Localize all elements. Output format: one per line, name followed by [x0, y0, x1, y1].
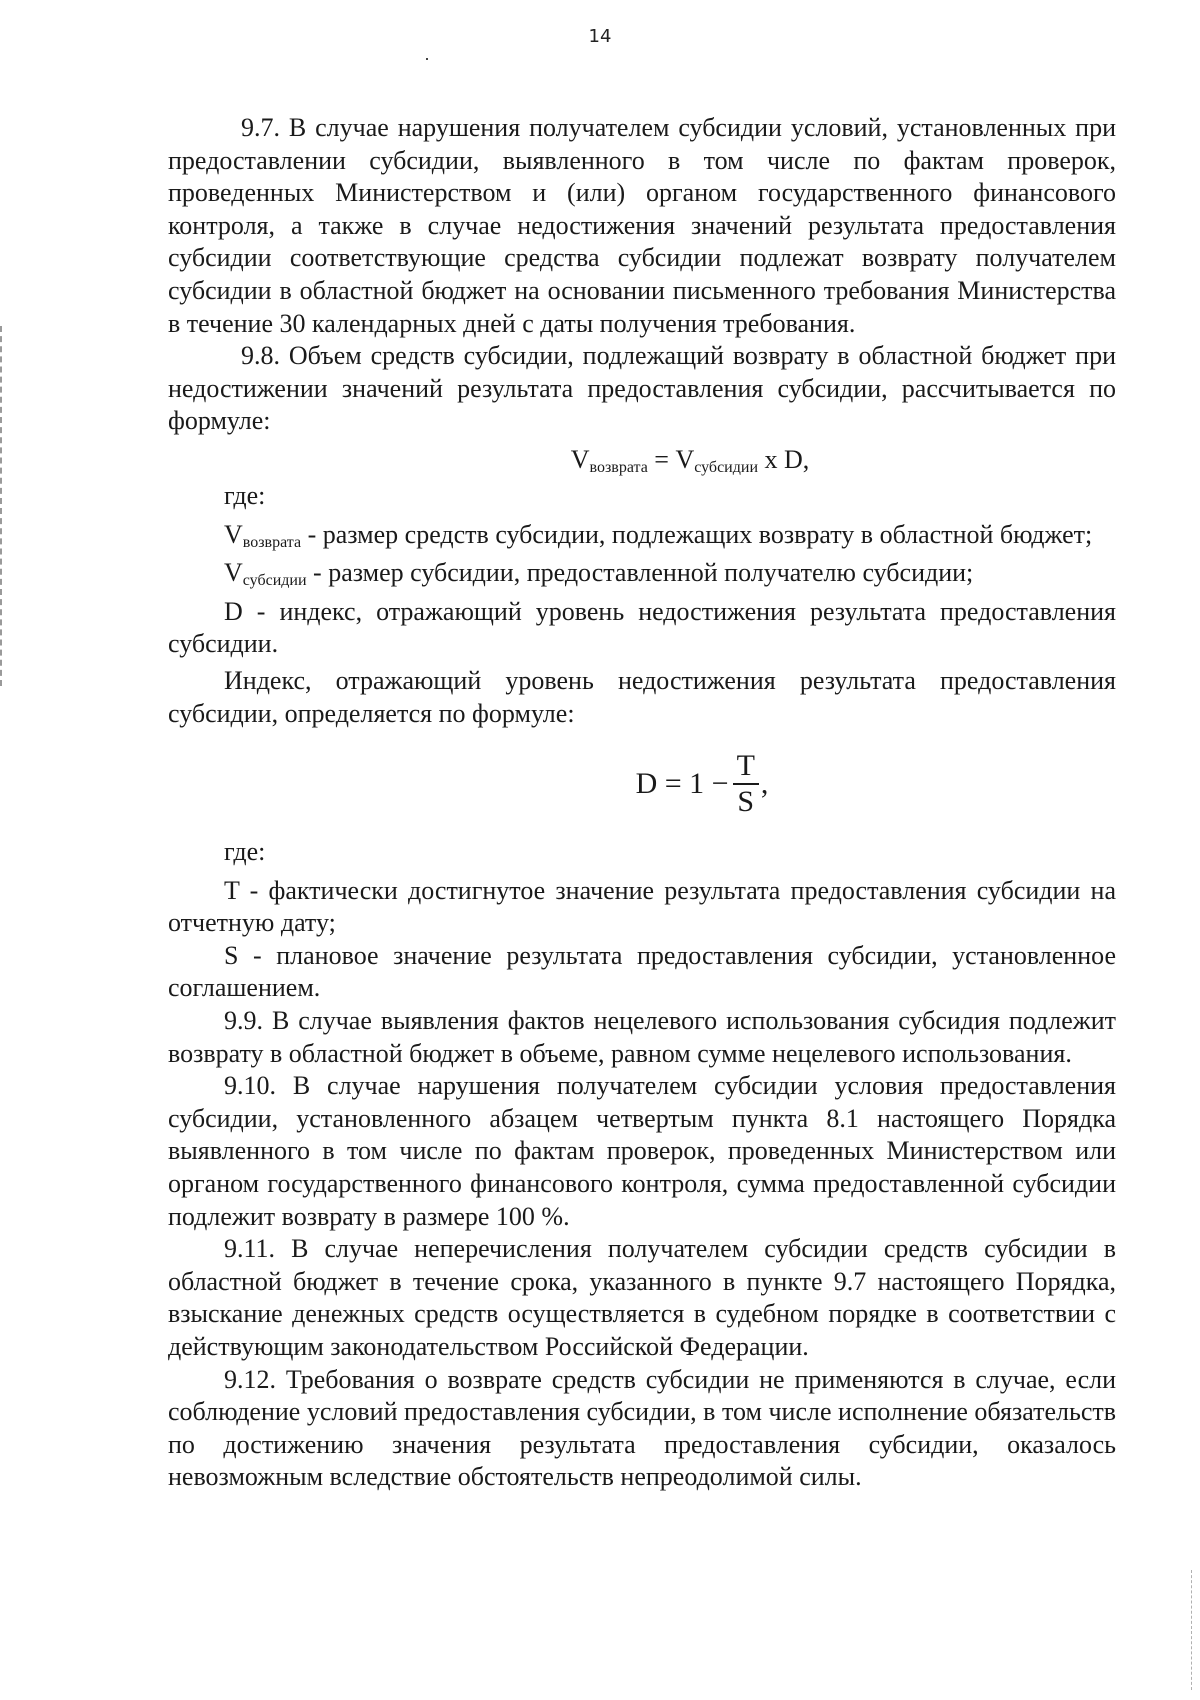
formula-tail: x D,: [758, 444, 810, 474]
fraction-denominator: S: [737, 785, 755, 819]
document-body: [168, 112, 1116, 1494]
paragraph-9-9: 9.9. В случае выявления фактов нецелевого использования субсидия подлежит возврату в областной бюджет в объеме, равном сумме нецелевого использования.: [168, 1006, 1116, 1068]
paragraph-9-7: 9.7. В случае нарушения получателем субсидии условий, установленных при предоставлении субсидии, выявленного в том числе по фактам проверок, проведенных Министерством и (или) органом государственного финансового контроля, а также в случае недостижения значений результата предоставления субсидии соответствующие средства субсидии подлежат возврату получателем субсидии в областной бюджет на основании письменного требования Министерства в течение 30 календарных дней с даты получения требования.: [168, 113, 1116, 338]
formula-equals: =: [647, 444, 676, 474]
formula-lhs: D = 1 −: [635, 767, 729, 801]
definition-text: - размер субсидии, предоставленной получателю субсидии;: [306, 558, 974, 588]
formula-subscript-vozvrata: возврата: [589, 458, 648, 476]
definition-symbol: V: [224, 519, 243, 549]
where-label: где:: [224, 837, 266, 867]
paragraph-index-intro: Индекс, отражающий уровень недостижения результата предоставления субсидии, определяется по формуле:: [168, 665, 1116, 728]
formula-symbol-v: V: [675, 444, 695, 474]
formula-tail: ,: [760, 767, 769, 801]
definition-v-vozvrata: [168, 519, 1116, 552]
definition-symbol: V: [224, 558, 243, 588]
definition-subscript: субсидии: [242, 572, 307, 590]
formula-symbol-v: V: [570, 444, 590, 474]
definition-v-subsidii: [168, 557, 1116, 590]
paragraph-9-11: 9.11. В случае неперечисления получателем субсидии средств субсидии в областной бюджет в течение срока, указанного в пункте 9.7 настоящего Порядка, взыскание денежных средств осуществляется в судебном порядке в соответствии с действующим законодательством Российской Федерации.: [168, 1234, 1116, 1361]
paragraph-9-12: 9.12. Требования о возврате средств субсидии не применяются в случае, если соблюдение условий предоставления субсидии, в том числе исполнение обязательств по достижению значения результата предоставления субсидии, оказалось невозможным вследствие обстоятельств непреодолимой силы.: [168, 1364, 1116, 1492]
definition-subscript: возврата: [242, 533, 302, 551]
fraction-numerator: T: [736, 749, 755, 783]
definition-t: T - фактически достигнутое значение результата предоставления субсидии на отчетную дату;: [168, 875, 1116, 938]
formula-subscript-subsidii: субсидии: [694, 458, 758, 476]
definition-s: S - плановое значение результата предоставления субсидии, установленное соглашением.: [168, 940, 1116, 1003]
definition-d: D - индекс, отражающий уровень недостижения результата предоставления субсидии.: [168, 596, 1116, 659]
scan-artifact-dot: [426, 58, 428, 60]
scan-margin-artifact-left: [0, 326, 4, 686]
formula-index-d: [168, 736, 1116, 832]
scan-margin-artifact-right: [1191, 1570, 1194, 1690]
paragraph-9-10: 9.10. В случае нарушения получателем субсидии условия предоставления субсидии, установленного абзацем четвертым пункта 8.1 настоящего Порядка выявленного в том числе по фактам проверок, проведенных Министерством или органом государственного финансового контроля, сумма предоставленной субсидии подлежит возврату в размере 100 %.: [168, 1071, 1116, 1231]
formula-return-volume: [168, 444, 1116, 476]
formula-fraction: [733, 749, 759, 819]
page-number: 14: [588, 26, 612, 47]
definition-text: - размер средств субсидии, подлежащих возврату в областной бюджет;: [301, 519, 1093, 549]
where-label: где:: [224, 480, 266, 510]
paragraph-9-8: 9.8. Объем средств субсидии, подлежащий возврату в областной бюджет при недостижении значений результата предоставления субсидии, рассчитывается по формуле:: [168, 341, 1116, 436]
